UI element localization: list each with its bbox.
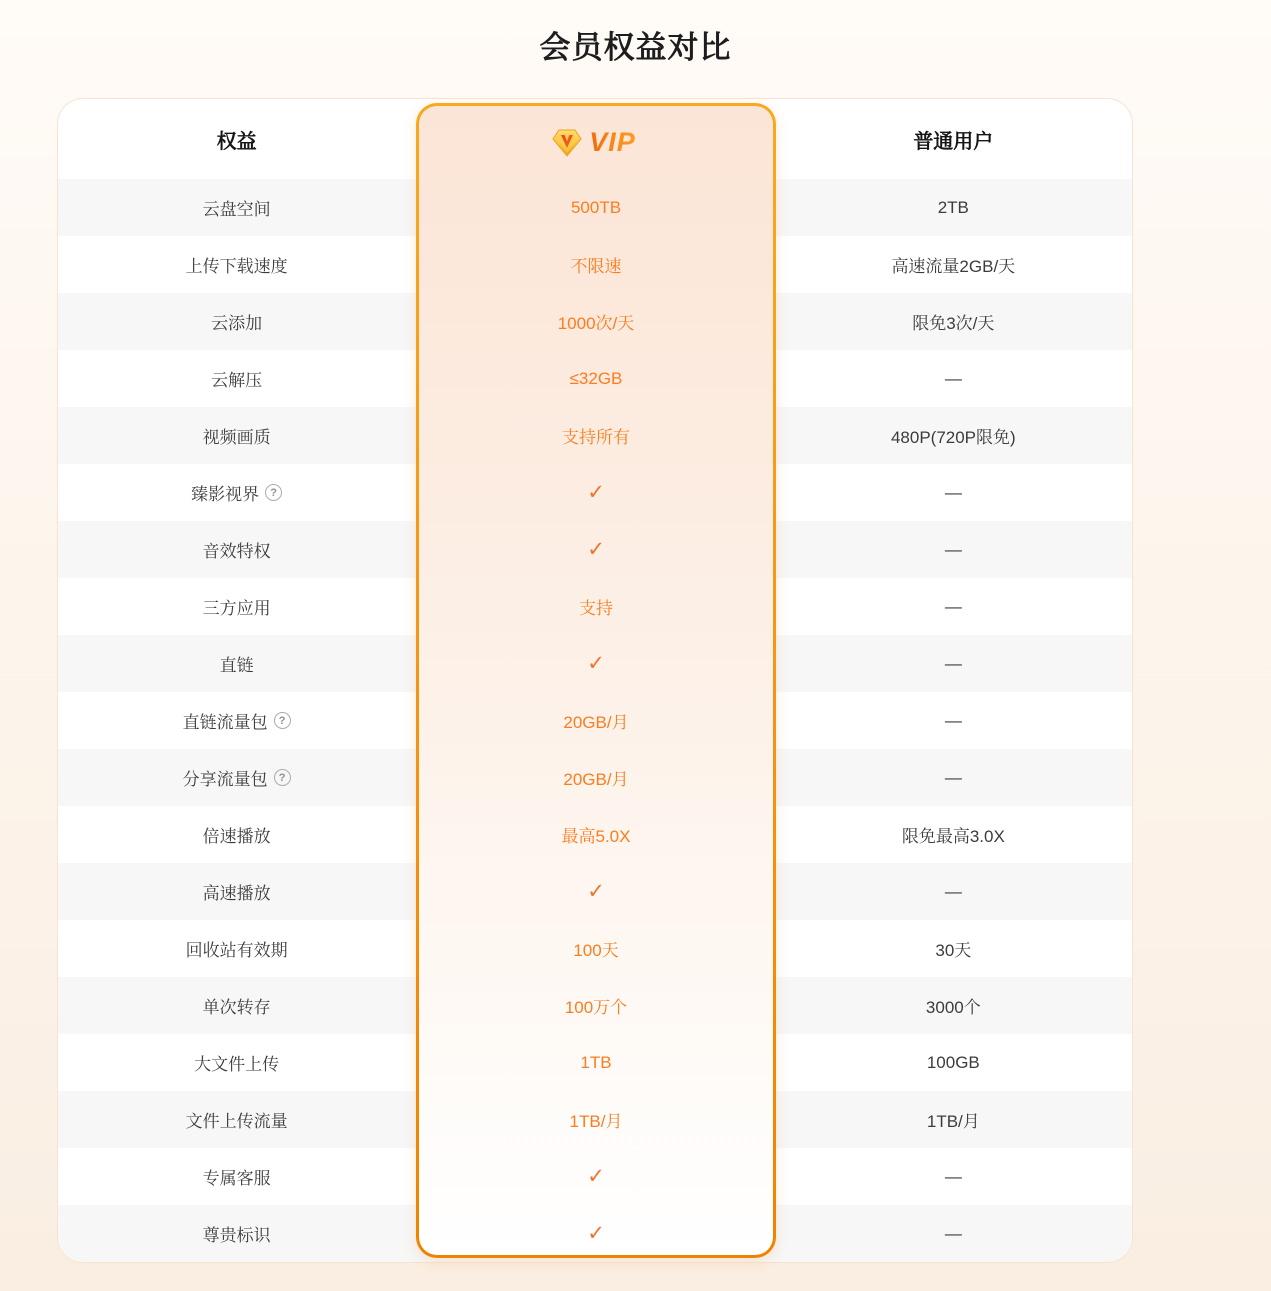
vip-value (419, 635, 773, 692)
benefit-cell (58, 236, 415, 293)
benefit-cell (58, 692, 415, 749)
benefit-label: 专属客服 (202, 1169, 271, 1188)
free-value: — (944, 767, 962, 787)
checkmark-icon: ✓ (587, 481, 605, 504)
checkmark-icon: ✓ (587, 538, 605, 561)
vip-value: 最高5.0X (561, 827, 631, 846)
benefit-label: 回收站有效期 (185, 941, 288, 960)
benefit-cell (58, 863, 415, 920)
vip-value (419, 464, 773, 521)
benefit-cell (58, 407, 415, 464)
vip-value: ≤32GB (569, 368, 623, 388)
vip-value (419, 863, 773, 920)
checkmark-icon: ✓ (587, 880, 605, 903)
free-value: — (944, 653, 962, 673)
benefit-label: 倍速播放 (202, 827, 271, 846)
question-mark-icon[interactable]: ? (274, 769, 291, 786)
benefit-cell (58, 521, 415, 578)
vip-value: 支持 (579, 599, 613, 618)
benefit-label: 分享流量包 (182, 770, 268, 789)
page-title: 会员权益对比 (539, 30, 732, 65)
free-value: — (944, 710, 962, 730)
vip-value (419, 1148, 773, 1205)
question-mark-icon[interactable]: ? (274, 712, 291, 729)
free-value: 限免最高3.0X (901, 827, 1005, 846)
benefit-label: 直链流量包 (182, 713, 268, 732)
benefit-label: 臻影视界 (191, 485, 260, 504)
vip-value: 100天 (573, 941, 619, 960)
benefit-cell (58, 293, 415, 350)
benefit-column-header: 权益 (216, 130, 257, 153)
benefit-label: 上传下载速度 (185, 257, 288, 276)
benefit-cell (58, 749, 415, 806)
benefit-label: 单次转存 (202, 998, 271, 1017)
benefit-cell (58, 1091, 415, 1148)
benefit-cell (58, 179, 415, 236)
vip-value: 20GB/月 (563, 770, 629, 789)
free-value: 2TB (937, 197, 969, 217)
vip-value: 支持所有 (562, 428, 630, 447)
benefit-label: 云盘空间 (202, 200, 271, 219)
benefit-cell (58, 578, 415, 635)
vip-value: 1TB/月 (569, 1112, 623, 1131)
free-value: — (944, 1223, 962, 1243)
free-value: — (944, 1166, 962, 1186)
free-value: — (944, 368, 962, 388)
benefit-label: 三方应用 (202, 599, 271, 618)
checkmark-icon: ✓ (587, 652, 605, 675)
free-value: 100GB (926, 1052, 980, 1072)
benefit-label: 大文件上传 (194, 1055, 280, 1074)
free-value: 30天 (935, 941, 972, 960)
benefit-cell (58, 1148, 415, 1205)
vip-value (419, 521, 773, 578)
benefit-label: 云解压 (211, 371, 263, 390)
vip-value: 1TB (580, 1052, 612, 1072)
free-value: 限免3次/天 (912, 314, 995, 333)
free-value: 3000个 (925, 998, 981, 1017)
benefit-cell (58, 806, 415, 863)
checkmark-icon: ✓ (587, 1165, 605, 1188)
question-mark-icon[interactable]: ? (265, 484, 282, 501)
benefit-cell (58, 635, 415, 692)
vip-column-title: VIP (589, 127, 640, 158)
benefit-cell (58, 977, 415, 1034)
vip-value (419, 1205, 773, 1255)
vip-gem-icon (552, 129, 582, 157)
free-value: 480P(720P限免) (890, 428, 1016, 447)
vip-column-highlight (416, 103, 776, 1258)
benefit-cell (58, 350, 415, 407)
free-value: — (944, 596, 962, 616)
vip-value: 100万个 (564, 998, 628, 1017)
vip-column-header (419, 106, 773, 179)
benefit-label: 直链 (219, 656, 254, 675)
benefit-cell (58, 920, 415, 977)
free-column-header: 普通用户 (913, 130, 994, 153)
vip-value: 20GB/月 (563, 713, 629, 732)
checkmark-icon: ✓ (587, 1222, 605, 1245)
benefit-label: 高速播放 (202, 884, 271, 903)
free-value: 1TB/月 (926, 1112, 980, 1131)
comparison-card (57, 98, 1133, 1263)
free-value: — (944, 539, 962, 559)
benefit-cell (58, 464, 415, 521)
benefit-label: 尊贵标识 (202, 1226, 271, 1245)
free-value: — (944, 881, 962, 901)
benefit-cell (58, 1205, 415, 1262)
free-value: — (944, 482, 962, 502)
vip-value: 不限速 (570, 257, 622, 276)
benefit-label: 云添加 (211, 314, 263, 333)
benefit-label: 音效特权 (202, 542, 271, 561)
vip-value: 500TB (570, 197, 622, 217)
benefit-label: 视频画质 (202, 428, 271, 447)
free-value: 高速流量2GB/天 (891, 257, 1016, 276)
vip-column-inner (419, 106, 773, 1255)
benefit-cell (58, 1034, 415, 1091)
vip-value: 1000次/天 (557, 314, 635, 333)
benefit-label: 文件上传流量 (185, 1112, 288, 1131)
